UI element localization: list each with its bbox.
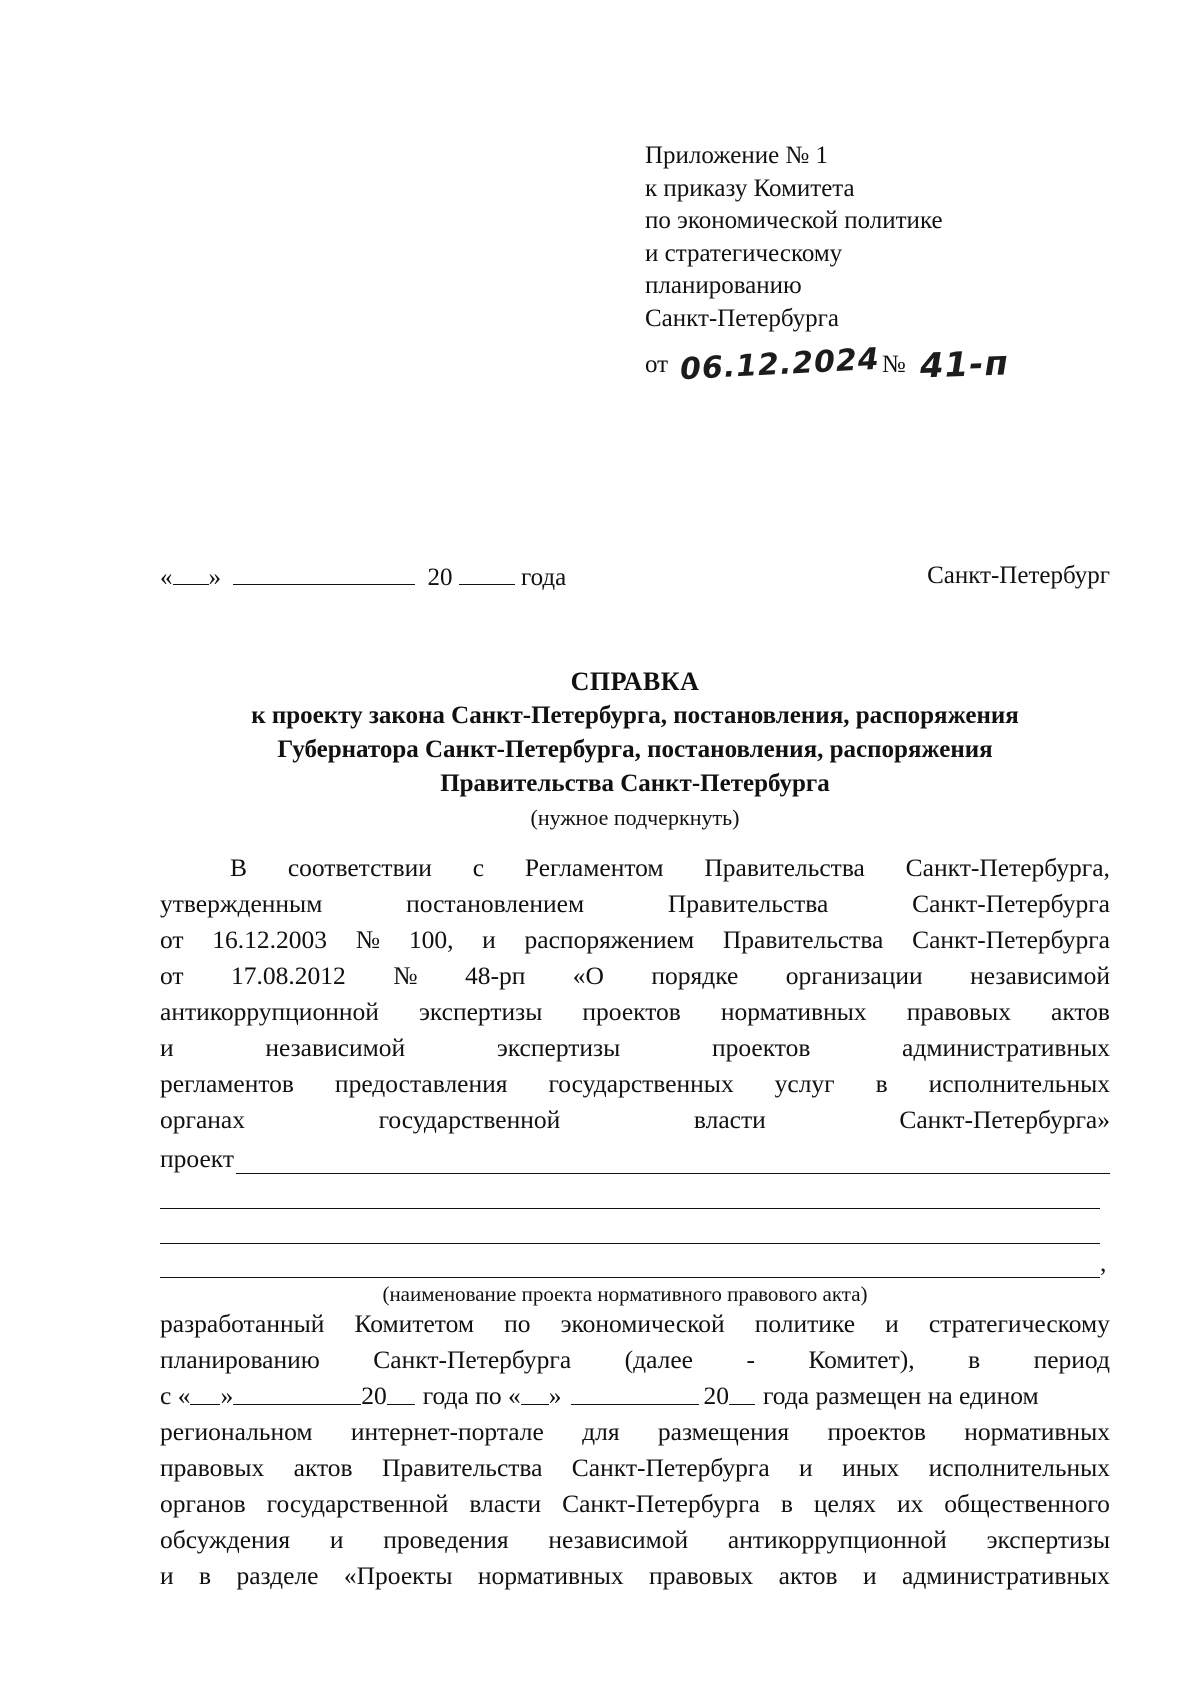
word: Санкт-Петербурга, <box>905 853 1110 882</box>
word: антикоррупционной <box>727 1525 947 1554</box>
year-blank <box>459 562 515 585</box>
word: размещения <box>657 1417 790 1446</box>
word: (далее <box>624 1345 693 1374</box>
quote-close: » <box>548 1381 562 1410</box>
word: государственной <box>378 1105 561 1134</box>
word: исполнительных <box>928 1453 1110 1482</box>
word: органах <box>160 1105 245 1134</box>
word: экономической <box>560 1309 725 1338</box>
word: по <box>504 1309 531 1338</box>
word: 48-рп <box>464 961 526 990</box>
word: Санкт-Петербурга <box>912 889 1110 918</box>
word: нормативных <box>477 1561 624 1590</box>
word: в <box>199 1561 212 1590</box>
text-line <box>160 1342 1110 1378</box>
word: обсуждения <box>160 1525 291 1554</box>
trailing-comma: , <box>1100 1248 1107 1277</box>
word: Санкт-Петербурга <box>571 1453 770 1482</box>
handwritten-date: 06.12.2024 <box>679 341 881 387</box>
word: от <box>160 925 184 954</box>
handwritten-number: 41-п <box>919 342 1010 387</box>
word: предоставления <box>334 1069 508 1098</box>
word: разделе <box>236 1561 319 1590</box>
word: актов <box>293 1453 353 1482</box>
word: интернет-портале <box>350 1417 544 1446</box>
year-word: года <box>521 564 567 591</box>
word: экспертизы <box>986 1525 1110 1554</box>
number-label: № <box>881 350 906 378</box>
end-day-blank <box>521 1378 549 1405</box>
word: распоряжением <box>524 925 695 954</box>
word: в <box>875 1069 888 1098</box>
word: государственной <box>266 1489 449 1518</box>
word: в <box>780 1489 793 1518</box>
word: власти <box>693 1105 766 1134</box>
word: правовых <box>160 1453 265 1482</box>
period-tail: года размещен на едином <box>762 1381 1039 1410</box>
word: - <box>746 1345 755 1374</box>
title-line: Правительства Санкт-Петербурга <box>440 770 830 797</box>
text-line <box>160 1030 1110 1066</box>
paragraph-1 <box>160 850 1110 1310</box>
word: 100, <box>408 925 454 954</box>
year-prefix: 20 <box>703 1381 729 1410</box>
quote-close: » <box>220 1381 234 1410</box>
word: разработанный <box>160 1309 325 1338</box>
word: общественного <box>944 1489 1110 1518</box>
word: административных <box>902 1561 1110 1590</box>
word: Санкт-Петербурга <box>562 1489 760 1518</box>
word: Комитет), <box>808 1345 915 1374</box>
date-city-row <box>160 562 1110 596</box>
word: региональном <box>160 1417 313 1446</box>
text-line <box>160 1558 1110 1594</box>
word: № <box>355 925 381 954</box>
text-line <box>160 922 1110 958</box>
word: Санкт-Петербурга <box>912 925 1110 954</box>
word: и <box>160 1561 174 1590</box>
project-name-blank-line <box>160 1244 1110 1278</box>
word: и <box>160 1033 174 1062</box>
word: Регламентом <box>524 853 664 882</box>
word: и <box>862 1561 877 1590</box>
word: власти <box>469 1489 542 1518</box>
word: Правительства <box>704 853 865 882</box>
word: актов <box>1051 997 1110 1026</box>
appendix-line: Санкт-Петербурга <box>645 304 840 332</box>
word: государственных <box>548 1069 734 1098</box>
title-line: Губернатора Санкт-Петербурга, постановления, распоряжения <box>277 736 993 763</box>
word: в <box>968 1345 981 1374</box>
word: и <box>482 925 496 954</box>
text-line <box>160 994 1110 1030</box>
word: «Проекты <box>343 1561 453 1590</box>
word: независимой <box>265 1033 406 1062</box>
title-heading: СПРАВКА <box>570 667 700 696</box>
word: утвержденным <box>160 889 323 918</box>
paragraph-2 <box>160 1306 1110 1594</box>
word: соответствии <box>287 853 432 882</box>
text-line <box>160 1414 1110 1450</box>
end-month-blank <box>571 1378 699 1405</box>
appendix-line: к приказу Комитета <box>645 174 855 202</box>
date-blank-field <box>160 562 566 592</box>
word: нормативных <box>720 997 867 1026</box>
start-day-blank <box>190 1378 220 1405</box>
word: для <box>582 1417 620 1446</box>
word: независимой <box>548 1525 689 1554</box>
year-prefix: 20 <box>361 1381 387 1410</box>
start-year-blank <box>387 1378 415 1405</box>
document-title <box>120 665 1150 835</box>
text-line <box>160 1066 1110 1102</box>
text-line <box>160 1522 1110 1558</box>
word: услуг <box>774 1069 835 1098</box>
word: проведения <box>383 1525 509 1554</box>
period-from: с « <box>160 1381 191 1410</box>
project-name-blank-line <box>160 1209 1100 1244</box>
word: правовых <box>906 997 1011 1026</box>
quote-close: » <box>208 564 221 591</box>
month-blank <box>233 562 415 585</box>
project-name-caption: (наименование проекта нормативного правового акта) <box>382 1282 868 1306</box>
appendix-line: и стратегическому <box>645 239 843 267</box>
word: проектов <box>582 997 681 1026</box>
word: планированию <box>160 1345 320 1374</box>
word: Комитетом <box>354 1309 474 1338</box>
title-note: (нужное подчеркнуть) <box>530 805 740 830</box>
appendix-line: планированию <box>645 272 802 299</box>
word: Санкт-Петербурга» <box>899 1105 1110 1134</box>
word: стратегическому <box>928 1309 1110 1338</box>
day-blank <box>173 562 209 585</box>
text-line <box>160 1450 1110 1486</box>
word: организации <box>785 961 923 990</box>
word: Санкт-Петербурга <box>373 1345 572 1374</box>
appendix-signature-line <box>645 335 1065 387</box>
text-line <box>160 886 1110 922</box>
word: № <box>393 961 418 990</box>
appendix-line: Приложение № 1 <box>645 142 829 169</box>
project-field <box>160 1138 1110 1174</box>
word: их <box>896 1489 924 1518</box>
word: экспертизы <box>418 997 543 1026</box>
period-to: года по « <box>422 1381 521 1410</box>
year-prefix: 20 <box>427 564 453 591</box>
word: В <box>230 853 248 882</box>
word: и <box>799 1453 813 1482</box>
word: 16.12.2003 <box>212 925 328 954</box>
word: целях <box>813 1489 877 1518</box>
word: период <box>1033 1345 1110 1374</box>
word: административных <box>902 1033 1110 1062</box>
word: от <box>160 961 184 990</box>
word: постановлением <box>406 889 585 918</box>
blank-line <box>160 1247 1100 1278</box>
word: актов <box>778 1561 838 1590</box>
word: с <box>472 853 485 882</box>
period-line <box>160 1378 1110 1414</box>
quote-open: « <box>160 564 173 591</box>
project-label: проект <box>160 1144 234 1173</box>
word: независимой <box>970 961 1110 990</box>
word: иных <box>842 1453 900 1482</box>
text-line <box>160 850 1110 886</box>
word: органов <box>160 1489 246 1518</box>
word: исполнительных <box>928 1069 1110 1098</box>
word: антикоррупционной <box>160 997 379 1026</box>
from-label: от <box>645 350 669 378</box>
word: экспертизы <box>496 1033 621 1062</box>
word: проектов <box>827 1417 926 1446</box>
word: правовых <box>648 1561 754 1590</box>
text-line <box>160 1102 1110 1138</box>
city-name: Санкт-Петербург <box>927 562 1110 589</box>
project-name-blank <box>236 1145 1110 1174</box>
word: политике <box>754 1309 856 1338</box>
word: нормативных <box>964 1417 1110 1446</box>
word: проектов <box>711 1033 811 1062</box>
word: регламентов <box>160 1069 294 1098</box>
appendix-block <box>645 140 1065 387</box>
text-line <box>160 958 1110 994</box>
word: Правительства <box>667 889 829 918</box>
word: порядке <box>651 961 739 990</box>
text-line <box>160 1306 1110 1342</box>
text-line <box>160 1486 1110 1522</box>
word: 17.08.2012 <box>231 961 346 990</box>
word: «О <box>572 961 604 990</box>
word: Правительства <box>381 1453 543 1482</box>
project-name-blank-line <box>160 1174 1100 1209</box>
end-year-blank <box>729 1378 755 1405</box>
appendix-line: по экономической политике <box>645 207 943 234</box>
word: и <box>885 1309 899 1338</box>
word: Правительства <box>722 925 884 954</box>
word: и <box>329 1525 344 1554</box>
start-month-blank <box>233 1378 361 1405</box>
title-line: к проекту закона Санкт-Петербурга, постановления, распоряжения <box>251 702 1019 729</box>
